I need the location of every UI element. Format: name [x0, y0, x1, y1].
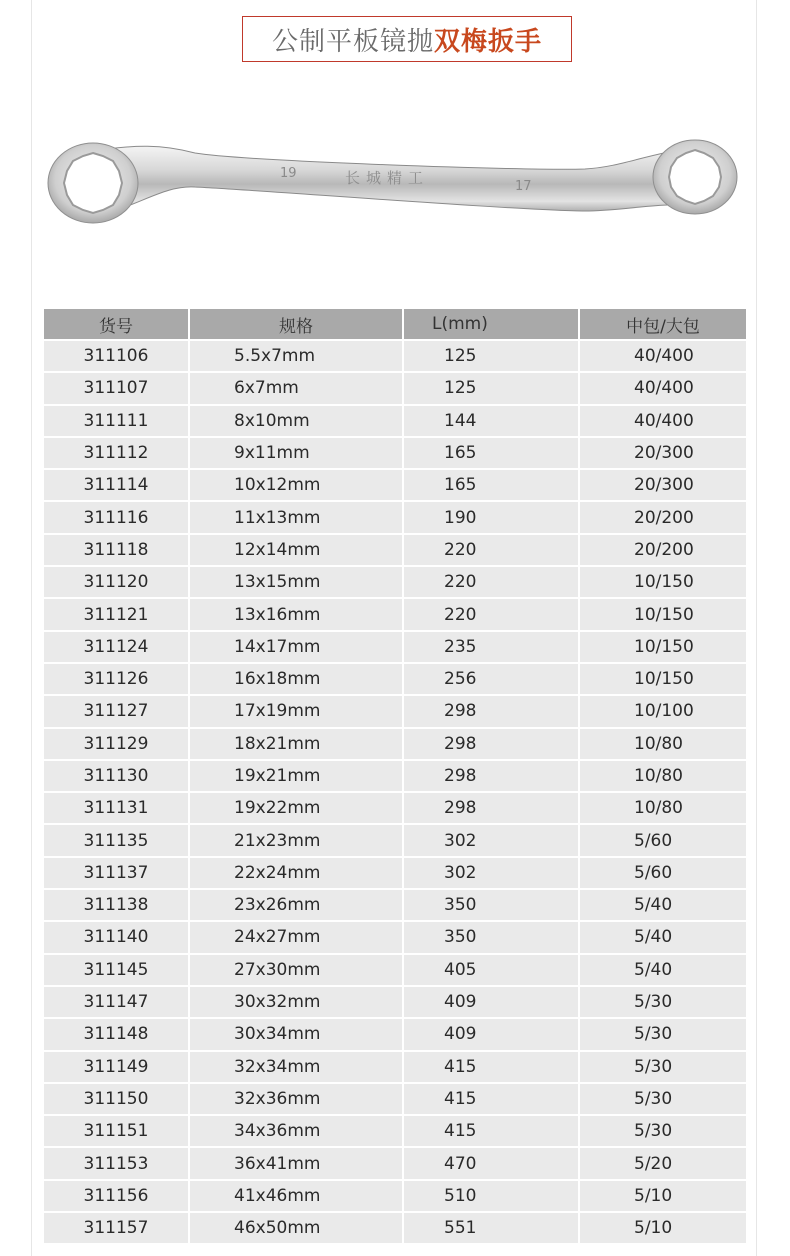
cell-spec: 30x32mm: [190, 985, 404, 1017]
cell-length: 220: [404, 597, 580, 629]
table-row: [44, 920, 746, 952]
header-length: L(mm): [404, 309, 580, 339]
cell-length: 470: [404, 1146, 580, 1178]
wrench-right-ring: [653, 140, 737, 214]
cell-item-no: 311151: [44, 1114, 190, 1146]
wrench-left-size: 19: [280, 166, 297, 181]
table-row: [44, 1114, 746, 1146]
page-title: [242, 16, 572, 62]
cell-packing: 20/300: [580, 436, 746, 468]
cell-item-no: 311120: [44, 565, 190, 597]
table-row: [44, 565, 746, 597]
cell-packing: 5/40: [580, 888, 746, 920]
cell-length: 190: [404, 500, 580, 532]
cell-packing: 5/30: [580, 1017, 746, 1049]
cell-item-no: 311148: [44, 1017, 190, 1049]
cell-packing: 20/200: [580, 500, 746, 532]
cell-length: 165: [404, 436, 580, 468]
header-spec: 规格: [190, 309, 404, 339]
cell-spec: 32x36mm: [190, 1082, 404, 1114]
cell-item-no: 311147: [44, 985, 190, 1017]
table-row: [44, 436, 746, 468]
cell-length: 144: [404, 404, 580, 436]
cell-item-no: 311149: [44, 1050, 190, 1082]
cell-length: 165: [404, 468, 580, 500]
cell-packing: 5/30: [580, 1050, 746, 1082]
cell-packing: 5/10: [580, 1211, 746, 1243]
table-row: [44, 953, 746, 985]
wrench-left-ring: [48, 143, 138, 223]
cell-packing: 10/150: [580, 662, 746, 694]
cell-packing: 5/10: [580, 1179, 746, 1211]
cell-spec: 19x22mm: [190, 791, 404, 823]
cell-spec: 6x7mm: [190, 371, 404, 403]
cell-item-no: 311121: [44, 597, 190, 629]
table-row: [44, 888, 746, 920]
cell-length: 256: [404, 662, 580, 694]
cell-spec: 9x11mm: [190, 436, 404, 468]
cell-spec: 10x12mm: [190, 468, 404, 500]
cell-item-no: 311112: [44, 436, 190, 468]
cell-item-no: 311127: [44, 694, 190, 726]
cell-length: 409: [404, 1017, 580, 1049]
cell-item-no: 311131: [44, 791, 190, 823]
cell-item-no: 311150: [44, 1082, 190, 1114]
cell-item-no: 311138: [44, 888, 190, 920]
cell-spec: 22x24mm: [190, 856, 404, 888]
wrench-brand-mark: 长城精工: [345, 169, 430, 187]
cell-item-no: 311118: [44, 533, 190, 565]
cell-spec: 5.5x7mm: [190, 339, 404, 371]
cell-length: 409: [404, 985, 580, 1017]
cell-length: 415: [404, 1082, 580, 1114]
cell-length: 125: [404, 371, 580, 403]
cell-item-no: 311135: [44, 823, 190, 855]
cell-spec: 21x23mm: [190, 823, 404, 855]
table-row: [44, 791, 746, 823]
cell-length: 235: [404, 630, 580, 662]
cell-item-no: 311111: [44, 404, 190, 436]
cell-packing: 20/200: [580, 533, 746, 565]
table-row: [44, 759, 746, 791]
cell-length: 125: [404, 339, 580, 371]
cell-packing: 5/30: [580, 1082, 746, 1114]
cell-spec: 13x16mm: [190, 597, 404, 629]
table-row: [44, 985, 746, 1017]
cell-length: 298: [404, 759, 580, 791]
cell-spec: 19x21mm: [190, 759, 404, 791]
cell-length: 220: [404, 565, 580, 597]
wrench-image: [45, 125, 745, 245]
cell-packing: 10/150: [580, 597, 746, 629]
cell-item-no: 311145: [44, 953, 190, 985]
cell-packing: 40/400: [580, 339, 746, 371]
cell-spec: 14x17mm: [190, 630, 404, 662]
title-light-text: 公制平板镜抛: [271, 26, 434, 57]
cell-item-no: 311130: [44, 759, 190, 791]
cell-length: 302: [404, 856, 580, 888]
cell-spec: 34x36mm: [190, 1114, 404, 1146]
table-row: [44, 1050, 746, 1082]
cell-spec: 16x18mm: [190, 662, 404, 694]
cell-packing: 10/150: [580, 630, 746, 662]
table-row: [44, 630, 746, 662]
cell-item-no: 311106: [44, 339, 190, 371]
cell-packing: 5/30: [580, 1114, 746, 1146]
cell-spec: 32x34mm: [190, 1050, 404, 1082]
cell-item-no: 311156: [44, 1179, 190, 1211]
cell-packing: 10/80: [580, 727, 746, 759]
cell-length: 415: [404, 1114, 580, 1146]
cell-item-no: 311126: [44, 662, 190, 694]
cell-length: 350: [404, 920, 580, 952]
cell-spec: 8x10mm: [190, 404, 404, 436]
cell-spec: 23x26mm: [190, 888, 404, 920]
cell-packing: 5/40: [580, 920, 746, 952]
cell-length: 298: [404, 791, 580, 823]
header-item-no: 货号: [44, 309, 190, 339]
cell-spec: 36x41mm: [190, 1146, 404, 1178]
table-row: [44, 1017, 746, 1049]
cell-item-no: 311116: [44, 500, 190, 532]
cell-length: 510: [404, 1179, 580, 1211]
cell-length: 405: [404, 953, 580, 985]
cell-packing: 10/80: [580, 791, 746, 823]
table-row: [44, 533, 746, 565]
cell-length: 298: [404, 727, 580, 759]
table-row: [44, 694, 746, 726]
cell-length: 298: [404, 694, 580, 726]
table-body: [44, 339, 746, 1243]
table-row: [44, 468, 746, 500]
cell-spec: 41x46mm: [190, 1179, 404, 1211]
cell-spec: 30x34mm: [190, 1017, 404, 1049]
table-row: [44, 339, 746, 371]
title-bold-text: 双梅扳手: [434, 26, 543, 57]
cell-packing: 10/100: [580, 694, 746, 726]
cell-length: 220: [404, 533, 580, 565]
table-row: [44, 1146, 746, 1178]
cell-length: 415: [404, 1050, 580, 1082]
cell-spec: 17x19mm: [190, 694, 404, 726]
cell-item-no: 311157: [44, 1211, 190, 1243]
cell-packing: 5/30: [580, 985, 746, 1017]
cell-packing: 5/40: [580, 953, 746, 985]
table-row: [44, 1211, 746, 1243]
cell-item-no: 311107: [44, 371, 190, 403]
cell-packing: 20/300: [580, 468, 746, 500]
table-row: [44, 371, 746, 403]
table-row: [44, 662, 746, 694]
cell-packing: 5/60: [580, 823, 746, 855]
cell-packing: 5/60: [580, 856, 746, 888]
cell-length: 302: [404, 823, 580, 855]
table-row: [44, 823, 746, 855]
cell-spec: 13x15mm: [190, 565, 404, 597]
cell-length: 551: [404, 1211, 580, 1243]
table-row: [44, 597, 746, 629]
table-row: [44, 1082, 746, 1114]
cell-spec: 12x14mm: [190, 533, 404, 565]
spec-table: [44, 309, 746, 1243]
cell-item-no: 311153: [44, 1146, 190, 1178]
table-row: [44, 1179, 746, 1211]
table-row: [44, 404, 746, 436]
cell-spec: 11x13mm: [190, 500, 404, 532]
cell-item-no: 311114: [44, 468, 190, 500]
cell-item-no: 311140: [44, 920, 190, 952]
cell-spec: 18x21mm: [190, 727, 404, 759]
cell-packing: 10/80: [580, 759, 746, 791]
table-row: [44, 500, 746, 532]
table-header-row: [44, 309, 746, 339]
cell-spec: 27x30mm: [190, 953, 404, 985]
cell-item-no: 311129: [44, 727, 190, 759]
cell-packing: 40/400: [580, 404, 746, 436]
wrench-right-size: 17: [515, 179, 532, 194]
table-row: [44, 856, 746, 888]
cell-item-no: 311137: [44, 856, 190, 888]
cell-length: 350: [404, 888, 580, 920]
table-row: [44, 727, 746, 759]
cell-packing: 40/400: [580, 371, 746, 403]
cell-packing: 10/150: [580, 565, 746, 597]
cell-item-no: 311124: [44, 630, 190, 662]
cell-spec: 24x27mm: [190, 920, 404, 952]
cell-packing: 5/20: [580, 1146, 746, 1178]
cell-spec: 46x50mm: [190, 1211, 404, 1243]
header-packing: 中包/大包: [580, 309, 746, 339]
